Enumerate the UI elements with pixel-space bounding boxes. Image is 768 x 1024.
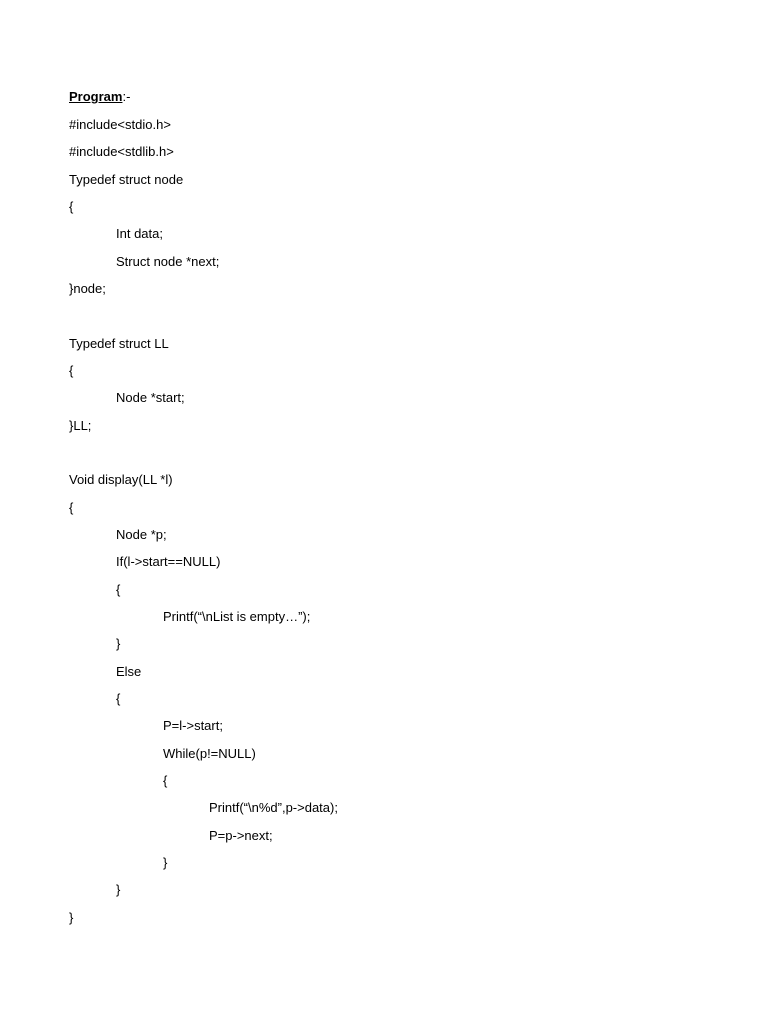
code-line: { bbox=[116, 691, 121, 706]
code-line: Void display(LL *l) bbox=[69, 472, 173, 487]
code-line: Printf(“\nList is empty…”); bbox=[163, 609, 311, 624]
code-line: } bbox=[116, 882, 121, 897]
program-title: Program bbox=[69, 89, 123, 104]
program-title-suffix: :- bbox=[122, 89, 131, 104]
program-heading bbox=[69, 88, 130, 105]
code-line: { bbox=[69, 500, 74, 515]
code-line: Typedef struct LL bbox=[69, 336, 169, 351]
code-line: Struct node *next; bbox=[116, 254, 220, 269]
code-line: While(p!=NULL) bbox=[163, 746, 256, 761]
code-line: { bbox=[69, 199, 74, 214]
code-line: #include<stdlib.h> bbox=[69, 144, 174, 159]
code-line: } bbox=[69, 910, 74, 925]
code-line: { bbox=[116, 582, 121, 597]
code-line: }node; bbox=[69, 281, 106, 296]
code-line: Typedef struct node bbox=[69, 172, 184, 187]
code-line: } bbox=[163, 855, 168, 870]
code-line: { bbox=[69, 363, 74, 378]
code-line: P=p->next; bbox=[209, 828, 273, 843]
code-line: P=l->start; bbox=[163, 718, 223, 733]
code-line: #include<stdio.h> bbox=[69, 117, 171, 132]
code-line: If(l->start==NULL) bbox=[116, 554, 221, 569]
code-line: Printf(“\n%d”,p->data); bbox=[209, 800, 338, 815]
code-line: Node *start; bbox=[116, 390, 185, 405]
code-line: Else bbox=[116, 664, 142, 679]
code-line: { bbox=[163, 773, 168, 788]
code-line: } bbox=[116, 636, 121, 651]
code-line: Int data; bbox=[116, 226, 163, 241]
code-line: Node *p; bbox=[116, 527, 167, 542]
code-line: }LL; bbox=[69, 418, 92, 433]
